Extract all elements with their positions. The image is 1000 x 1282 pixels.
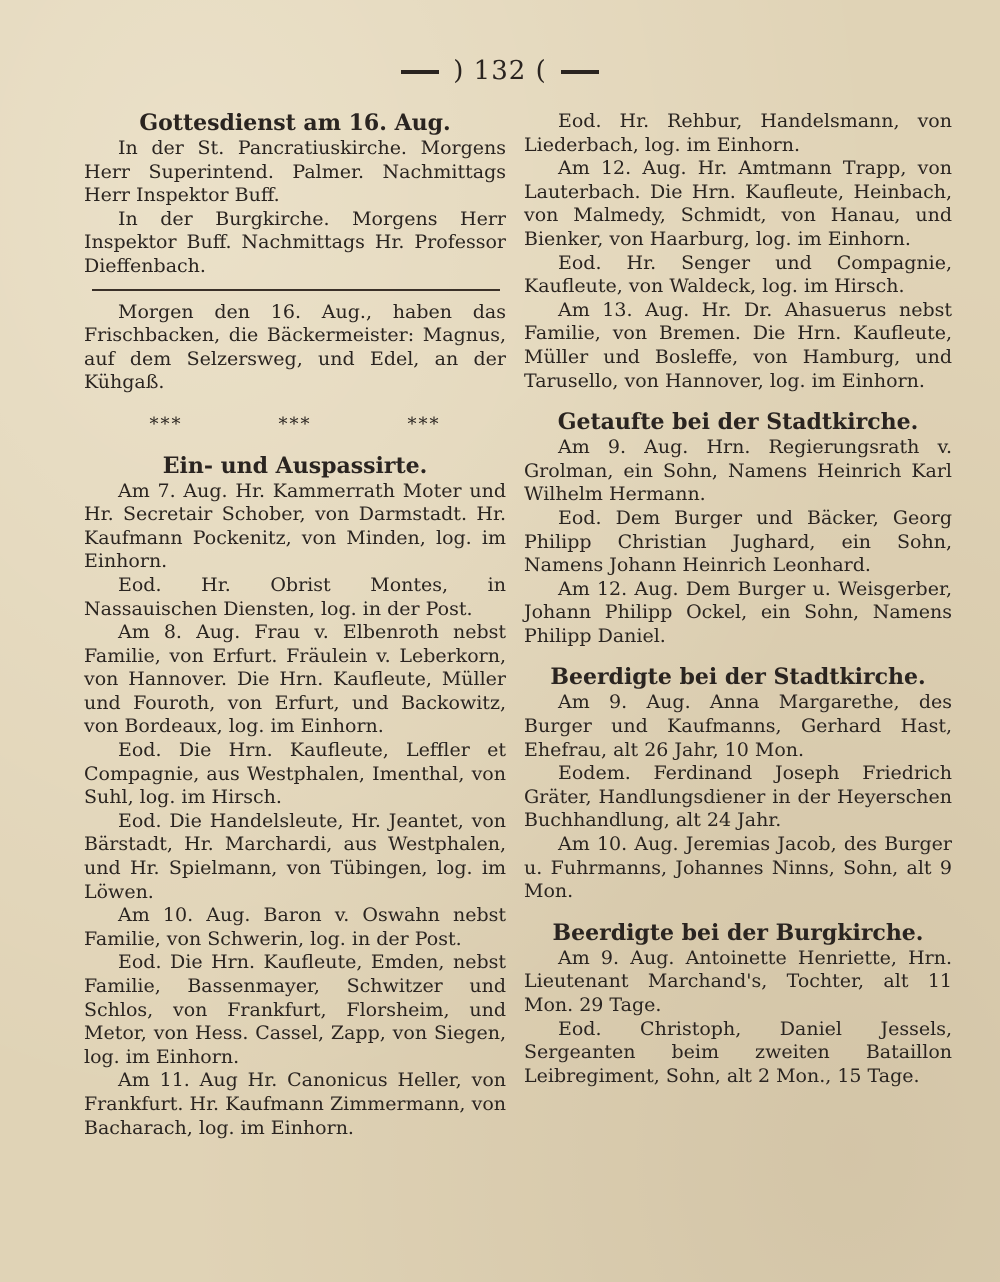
left-column	[84, 110, 506, 1140]
heading-beerdigte-stadtkirche: Beerdigte bei der Stadtkirche.	[550, 664, 926, 691]
heading-getaufte: Getaufte bei der Stadtkirche.	[557, 409, 919, 436]
asterism: ***	[278, 413, 312, 435]
paragraph: Eod. Christoph, Daniel Jessels, Sergeanten beim zweiten Bataillon Leibregiment, Sohn, alt 2 Mon., 15 Tage.	[524, 1017, 952, 1087]
paragraph: Am 12. Aug. Hr. Amtmann Trapp, von Lauterbach. Die Hrn. Kaufleute, Heinbach, von Malmedy, Schmidt, von Hanau, und Bienker, von Haarburg, log. im Einhorn.	[524, 157, 952, 250]
paragraph: Eod. Dem Burger und Bäcker, Georg Philipp Christian Jughard, ein Sohn, Namens Johann Heinrich Leonhard.	[524, 506, 952, 577]
paragraph: Am 12. Aug. Dem Burger u. Weisgerber, Johann Philipp Ockel, ein Sohn, Namens Philipp Daniel.	[524, 577, 952, 647]
paragraph: Am 9. Aug. Antoinette Henriette, Hrn. Lieutenant Marchand's, Tochter, alt 11 Mon. 29 Tage.	[524, 946, 952, 1016]
page-number: ) 132 (	[453, 56, 547, 86]
divider-rule	[92, 289, 500, 291]
heading-gottesdienst: Gottesdienst am 16. Aug.	[139, 110, 451, 136]
spacer	[524, 648, 952, 664]
paragraph: Eod. Hr. Rehbur, Handelsmann, von Liederbach, log. im Einhorn.	[524, 110, 952, 156]
header-dash-right	[561, 70, 599, 74]
paragraph: In der Burgkirche. Morgens Herr Inspektor Buff. Nachmittags Hr. Professor Dieffenbach.	[84, 207, 506, 277]
paragraph: Am 10. Aug. Jeremias Jacob, des Burger u. Fuhrmanns, Johannes Ninns, Sohn, alt 9 Mon.	[524, 833, 952, 903]
paragraph: Eod. Die Handelsleute, Hr. Jeantet, von Bärstadt, Hr. Marchardi, aus Westphalen, und Hr. Spielmann, von Tübingen, log. im Löwen.	[84, 809, 506, 903]
paragraph: Eod. Hr. Obrist Montes, in Nassauischen Diensten, log. in der Post.	[84, 573, 506, 620]
header-dash-left	[401, 70, 439, 74]
right-column	[524, 110, 952, 1088]
heading-passirte: Ein- und Auspassirte.	[162, 452, 428, 479]
paragraph: Am 7. Aug. Hr. Kammerrath Moter und Hr. Secretair Schober, von Darmstadt. Hr. Kaufmann Pockenitz, von Minden, log. im Einhorn.	[84, 479, 506, 573]
heading-beerdigte-burgkirche: Beerdigte bei der Burgkirche.	[552, 919, 924, 946]
paragraph: Am 13. Aug. Hr. Dr. Ahasuerus nebst Familie, von Bremen. Die Hrn. Kaufleute, Müller und Bosleffe, von Hamburg, und Tarusello, von Hannover, log. im Einhorn.	[524, 298, 952, 392]
asterism: ***	[407, 413, 441, 435]
asterism-divider	[84, 395, 506, 453]
page-header	[0, 56, 1000, 86]
paragraph: In der St. Pancratiuskirche. Morgens Herr Superintend. Palmer. Nachmittags Herr Inspektor Buff.	[84, 137, 506, 207]
paragraph: Am 11. Aug Hr. Canonicus Heller, von Frankfurt. Hr. Kaufmann Zimmermann, von Bacharach, log. im Einhorn.	[84, 1069, 506, 1139]
paragraph: Am 9. Aug. Hrn. Regierungsrath v. Grolman, ein Sohn, Namens Heinrich Karl Wilhelm Hermann.	[524, 436, 952, 506]
paragraph: Am 8. Aug. Frau v. Elbenroth nebst Familie, von Erfurt. Fräulein v. Leberkorn, von Hannover. Die Hrn. Kaufleute, Müller und Fouroth, von Erfurt, und Backowitz, von Bordeaux, log. im Einhorn.	[84, 621, 506, 738]
spacer	[524, 393, 952, 409]
paragraph: Eod. Die Hrn. Kaufleute, Emden, nebst Familie, Bassenmayer, Schwitzer und Schlos, von Frankfurt, Florsheim, und Metor, von Hess. Cassel, Zapp, von Siegen, log. im Einhorn.	[84, 951, 506, 1068]
paragraph: Am 9. Aug. Anna Margarethe, des Burger und Kaufmanns, Gerhard Hast, Ehefrau, alt 26 Jahr, 10 Mon.	[524, 691, 952, 761]
spacer	[524, 904, 952, 920]
asterism: ***	[149, 413, 183, 435]
paragraph: Eod. Hr. Senger und Compagnie, Kaufleute, von Waldeck, log. im Hirsch.	[524, 251, 952, 298]
paragraph-frischbacken: Morgen den 16. Aug., haben das Frischbacken, die Bäckermeister: Magnus, auf dem Selzersweg, und Edel, an der Kühgaß.	[84, 300, 506, 394]
paragraph: Eodem. Ferdinand Joseph Friedrich Gräter, Handlungsdiener in der Heyerschen Buchhandlung, alt 24 Jahr.	[524, 762, 952, 832]
paragraph: Am 10. Aug. Baron v. Oswahn nebst Familie, von Schwerin, log. in der Post.	[84, 904, 506, 950]
paragraph: Eod. Die Hrn. Kaufleute, Leffler et Compagnie, aus Westphalen, Imenthal, von Suhl, log. im Hirsch.	[84, 739, 506, 809]
